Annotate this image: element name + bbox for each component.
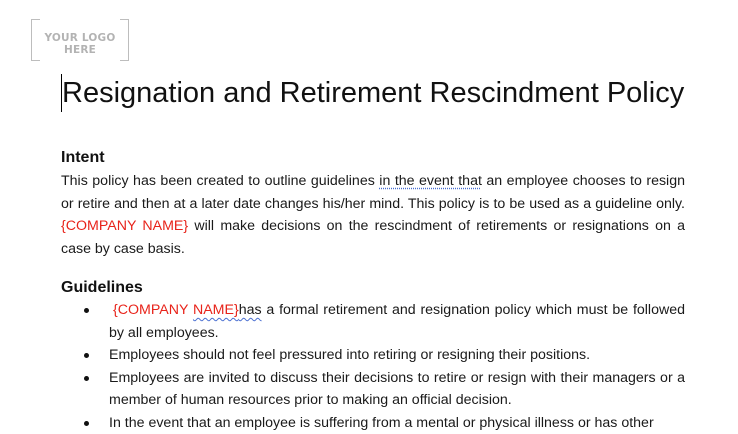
spelling-flagged-word[interactable]: has: [239, 302, 262, 318]
bullet-icon: [84, 308, 89, 313]
grammar-flagged-phrase[interactable]: in the event that: [379, 173, 482, 189]
intent-text: an employee chooses to resign or retire and then at a later date changes his/her mind. This policy is to be used as a guideline only.: [61, 173, 685, 212]
logo-frame-corner: [31, 19, 40, 28]
list-item-text: Employees should not feel pressured into retiring or resigning their positions.: [109, 347, 590, 363]
intent-heading[interactable]: Intent: [61, 148, 105, 168]
list-item-text: Employees are invited to discuss their decisions to retire or resign with their managers or a member of human resources prior to making an official decision.: [109, 370, 685, 409]
document-title[interactable]: Resignation and Retirement Rescindment Policy: [62, 74, 684, 112]
intent-text: This policy has been created to outline guidelines: [61, 173, 379, 189]
company-name-part: {COMPANY: [113, 302, 193, 318]
logo-frame-corner: [120, 19, 129, 28]
guidelines-list: [61, 299, 685, 434]
company-name-placeholder[interactable]: {COMPANY NAME}: [61, 218, 188, 234]
logo-text: YOUR LOGO HERE: [31, 32, 129, 56]
list-item-text: In the event that an employee is suffering from a mental or physical illness or has other: [109, 415, 654, 431]
bullet-icon: [84, 353, 89, 358]
company-logo-placeholder: [31, 19, 129, 61]
list-item[interactable]: [61, 367, 685, 412]
bullet-icon: [84, 376, 89, 381]
intent-text: will make decisions on the rescindment of retirements or resignations on a case by case basis.: [61, 218, 685, 257]
spelling-flagged-word: NAME}: [193, 302, 239, 318]
intent-paragraph[interactable]: [61, 170, 685, 260]
list-item[interactable]: [61, 299, 685, 344]
bullet-icon: [84, 421, 89, 426]
list-item[interactable]: [61, 344, 685, 367]
guidelines-heading[interactable]: Guidelines: [61, 278, 143, 298]
company-name-placeholder[interactable]: [113, 302, 239, 318]
list-item-text: a formal retirement and resignation policy which must be followed by all employees.: [109, 302, 685, 341]
list-item[interactable]: [61, 412, 685, 434]
